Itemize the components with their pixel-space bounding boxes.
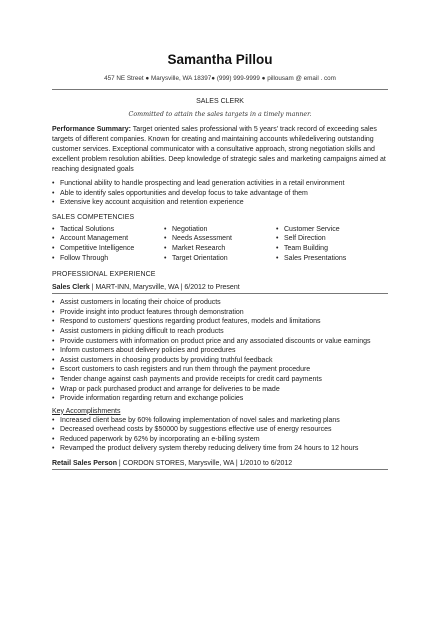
- list-item: • Follow Through: [52, 254, 164, 264]
- list-item: • Wrap or pack purchased product and arrange for deliveries to be made: [52, 385, 388, 395]
- candidate-name: Samantha Pillou: [167, 52, 273, 67]
- list-item: • Respond to customers' questions regarding product features, models and limitations: [52, 317, 388, 327]
- list-item: • Market Research: [164, 244, 276, 254]
- job-details: | MART-INN, Marysville, WA | 6/2012 to Present: [89, 284, 240, 292]
- competencies-grid: [52, 225, 388, 263]
- job-details: | CORDON STORES, Marysville, WA | 1/2010 to 6/2012: [116, 460, 293, 468]
- list-item: • Escort customers to cash registers and run them through the payment procedure: [52, 365, 388, 375]
- list-item: • Tender change against cash payments and provide receipts for credit card payments: [52, 375, 388, 385]
- list-item: • Assist customers in locating their choice of products: [52, 298, 388, 308]
- header-divider: [52, 89, 388, 90]
- competencies-column: [276, 225, 388, 263]
- job-title: Retail Sales Person: [52, 460, 117, 468]
- list-item: • Extensive key account acquisition and retention experience: [52, 198, 388, 208]
- list-item: • Reduced paperwork by 62% by incorporating an e-billing system: [52, 435, 388, 445]
- list-item: • Provide customers with information on product price and any associated discounts or value earnings: [52, 337, 388, 347]
- list-item: • Revamped the product delivery system thereby reducing delivery time from 24 hours to 12 hours: [52, 444, 388, 454]
- accomplishments-list: [52, 416, 388, 454]
- list-item: • Inform customers about delivery policies and procedures: [52, 346, 388, 356]
- list-item: • Needs Assessment: [164, 234, 276, 244]
- list-item: • Provide insight into product features through demonstration: [52, 308, 388, 318]
- list-item: • Provide information regarding return and exchange policies: [52, 394, 388, 404]
- objective-tagline: Committed to attain the sales targets in a timely manner.: [128, 111, 312, 118]
- experience-heading: PROFESSIONAL EXPERIENCE: [52, 271, 156, 279]
- list-item: • Customer Service: [276, 225, 388, 235]
- job-title: Sales Clerk: [52, 284, 90, 292]
- list-item: • Account Management: [52, 234, 164, 244]
- list-item: • Team Building: [276, 244, 388, 254]
- target-role: SALES CLERK: [196, 98, 244, 105]
- list-item: • Assist customers in choosing products by providing truthful feedback: [52, 356, 388, 366]
- job-entry-2: [52, 460, 388, 467]
- list-item: • Assist customers in picking difficult to reach products: [52, 327, 388, 337]
- job-divider: [52, 293, 388, 294]
- highlights-list: [52, 179, 388, 208]
- list-item: • Increased client base by 60% following implementation of novel sales and marketing plans: [52, 416, 388, 426]
- competencies-column: [52, 225, 164, 263]
- list-item: • Competitive Intelligence: [52, 244, 164, 254]
- performance-summary: [52, 125, 388, 175]
- list-item: • Decreased overhead costs by $50000 by suggestions effective use of energy resources: [52, 425, 388, 435]
- resume-page: [0, 52, 440, 621]
- list-item: • Self Direction: [276, 234, 388, 244]
- contact-line: 457 NE Street ● Marysville, WA 18397● (999) 999-9999 ● pillousam @ email . com: [104, 75, 336, 82]
- list-item: • Sales Presentations: [276, 254, 388, 264]
- competencies-column: [164, 225, 276, 263]
- key-accomplishments-heading: Key Accomplishments: [52, 407, 121, 415]
- list-item: • Target Orientation: [164, 254, 276, 264]
- summary-label: Performance Summary:: [52, 126, 131, 133]
- list-item: • Negotiation: [164, 225, 276, 235]
- job-entry-1: [52, 284, 388, 291]
- list-item: • Functional ability to handle prospecting and lead generation activities in a retail environment: [52, 179, 388, 189]
- duties-list: [52, 298, 388, 404]
- competencies-heading: SALES COMPETENCIES: [52, 213, 135, 221]
- list-item: • Tactical Solutions: [52, 225, 164, 235]
- job-divider: [52, 469, 388, 470]
- list-item: • Able to identify sales opportunities and develop focus to take advantage of them: [52, 189, 388, 199]
- summary-text: Target oriented sales professional with 5 years' track record of exceeding sales targets of different companies. Known for creating and maintaining accounts whiledelivering outstanding customer services. Exceptional communicator with a consultative approach, strong negotiation skills and excellent problem resolution abilities. Deep knowledge of strategic sales and marketing campaigns aimed at reaching designated goals: [52, 126, 386, 173]
